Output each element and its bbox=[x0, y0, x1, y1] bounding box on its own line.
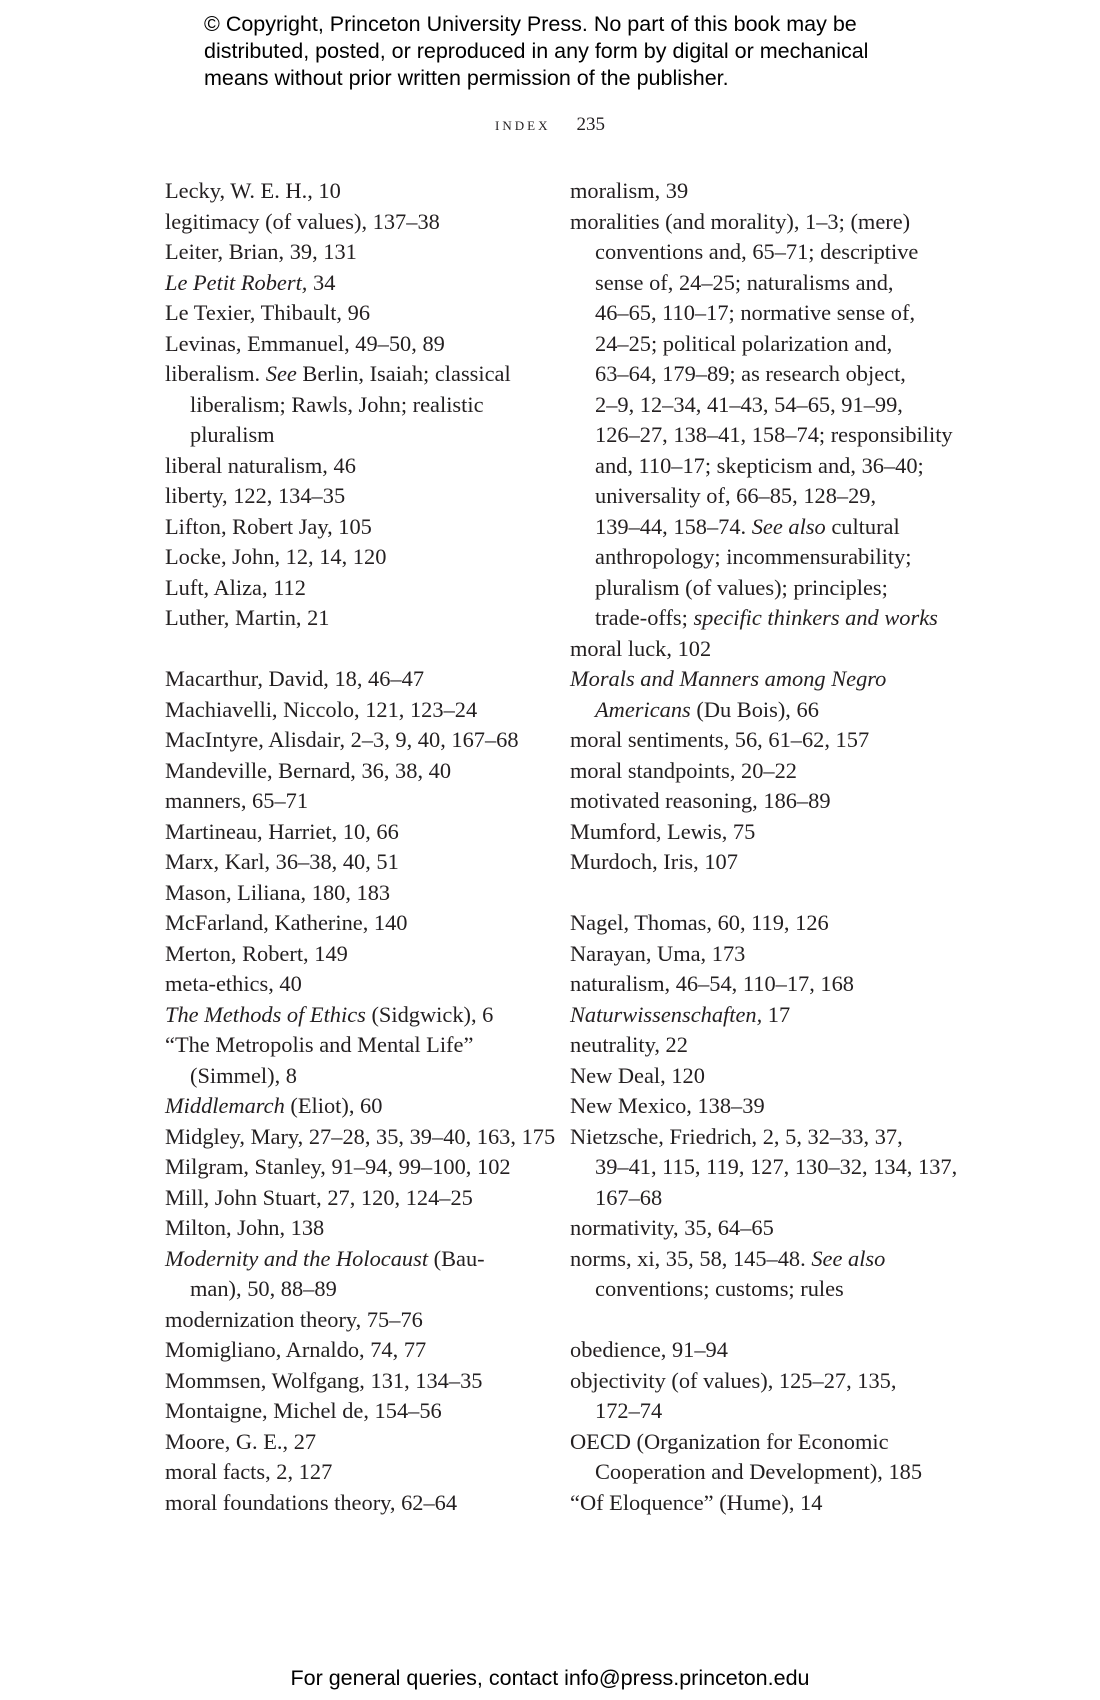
index-entry: liberty, 122, 134–35 bbox=[165, 483, 346, 508]
index-entry-continuation: 2–9, 12–34, 41–43, 54–65, 91–99, bbox=[595, 391, 903, 417]
index-entry: Mill, John Stuart, 27, 120, 124–25 bbox=[165, 1184, 473, 1210]
index-entry-continuation: 172–74 bbox=[595, 1398, 663, 1423]
running-head-label: index bbox=[495, 114, 551, 135]
index-entry: Levinas, Emmanuel, 49–50, 89 bbox=[165, 330, 445, 356]
index-entry: Macarthur, David, 18, 46–47 bbox=[165, 666, 425, 691]
index-entry: Naturwissenschaften, 17 bbox=[570, 1001, 791, 1027]
index-entry: Milton, John, 138 bbox=[165, 1215, 325, 1240]
copyright-line: means without prior written permission of the publisher. bbox=[204, 66, 729, 90]
index-entry-continuation: pluralism (of values); principles; bbox=[595, 574, 888, 600]
index-entry: moral foundations theory, 62–64 bbox=[165, 1489, 458, 1515]
index-entry: Leiter, Brian, 39, 131 bbox=[165, 239, 357, 264]
index-entry: moralism, 39 bbox=[570, 178, 689, 203]
page-number: 235 bbox=[576, 114, 605, 135]
index-entry: obedience, 91–94 bbox=[570, 1337, 728, 1362]
index-entry: OECD (Organization for Economic bbox=[570, 1428, 889, 1454]
index-entry: manners, 65–71 bbox=[165, 788, 309, 813]
index-entry: Martineau, Harriet, 10, 66 bbox=[165, 818, 399, 844]
index-entry: Machiavelli, Niccolo, 121, 123–24 bbox=[165, 696, 478, 722]
index-entry: McFarland, Katherine, 140 bbox=[165, 910, 408, 935]
index-entry: Modernity and the Holocaust (Bau- bbox=[165, 1245, 485, 1271]
index-entry: Nietzsche, Friedrich, 2, 5, 32–33, 37, bbox=[570, 1123, 903, 1149]
index-entry-continuation: liberalism; Rawls, John; realistic bbox=[190, 391, 484, 417]
index-entry: liberalism. See Berlin, Isaiah; classical bbox=[165, 361, 511, 386]
index-entry: neutrality, 22 bbox=[570, 1032, 688, 1057]
index-entry: Middlemarch (Eliot), 60 bbox=[165, 1093, 383, 1118]
index-entry: moral sentiments, 56, 61–62, 157 bbox=[570, 727, 870, 752]
index-entry: Luther, Martin, 21 bbox=[165, 605, 330, 630]
index-entry: Le Petit Robert, 34 bbox=[165, 269, 336, 295]
index-entry-continuation: and, 110–17; skepticism and, 36–40; bbox=[595, 452, 924, 478]
index-column-left bbox=[165, 176, 556, 1518]
index-entry: meta-ethics, 40 bbox=[165, 971, 302, 996]
index-entry-continuation: Cooperation and Development), 185 bbox=[595, 1459, 923, 1484]
index-entry: Morals and Manners among Negro bbox=[570, 666, 887, 691]
index-entry: Murdoch, Iris, 107 bbox=[570, 849, 738, 874]
index-entry: Marx, Karl, 36–38, 40, 51 bbox=[165, 849, 399, 874]
index-entry: motivated reasoning, 186–89 bbox=[570, 788, 831, 813]
letter-group-gap bbox=[570, 878, 950, 909]
index-entry-continuation: 139–44, 158–74. See also cultural bbox=[595, 513, 900, 539]
index-entry: liberal naturalism, 46 bbox=[165, 452, 356, 478]
index-entry: Milgram, Stanley, 91–94, 99–100, 102 bbox=[165, 1154, 511, 1179]
copyright-line: © Copyright, Princeton University Press. No part of this book may be bbox=[204, 12, 857, 36]
index-entry: Narayan, Uma, 173 bbox=[570, 940, 746, 966]
index-entry-continuation: 63–64, 179–89; as research object, bbox=[595, 361, 906, 386]
index-entry-continuation: (Simmel), 8 bbox=[190, 1062, 297, 1088]
index-entry: Merton, Robert, 149 bbox=[165, 940, 348, 966]
index-entry-continuation: 167–68 bbox=[595, 1184, 663, 1210]
index-entry-continuation: 39–41, 115, 119, 127, 130–32, 134, 137, bbox=[595, 1154, 958, 1179]
index-entry-continuation: man), 50, 88–89 bbox=[190, 1276, 337, 1301]
index-entry: normativity, 35, 64–65 bbox=[570, 1215, 774, 1240]
index-entry: Lecky, W. E. H., 10 bbox=[165, 178, 341, 203]
index-entry: Mumford, Lewis, 75 bbox=[570, 818, 756, 844]
index-entry-continuation: pluralism bbox=[190, 422, 275, 447]
index-entry-continuation: 24–25; political polarization and, bbox=[595, 330, 893, 356]
index-entry: “Of Eloquence” (Hume), 14 bbox=[570, 1489, 823, 1515]
index-entry: The Methods of Ethics (Sidgwick), 6 bbox=[165, 1001, 494, 1027]
letter-group-gap bbox=[570, 1305, 950, 1336]
index-entry: moral facts, 2, 127 bbox=[165, 1459, 333, 1484]
index-entry: Nagel, Thomas, 60, 119, 126 bbox=[570, 910, 829, 935]
index-entry: Mason, Liliana, 180, 183 bbox=[165, 879, 391, 905]
index-entry: Momigliano, Arnaldo, 74, 77 bbox=[165, 1337, 427, 1362]
index-entry: Mommsen, Wolfgang, 131, 134–35 bbox=[165, 1367, 483, 1393]
index-entry: legitimacy (of values), 137–38 bbox=[165, 208, 440, 234]
index-entry: Moore, G. E., 27 bbox=[165, 1428, 317, 1454]
index-entry-continuation: Americans (Du Bois), 66 bbox=[595, 696, 819, 722]
index-entry: Locke, John, 12, 14, 120 bbox=[165, 544, 387, 569]
index-entry: Lifton, Robert Jay, 105 bbox=[165, 513, 372, 539]
index-entry: “The Metropolis and Mental Life” bbox=[165, 1032, 474, 1057]
copyright-line: distributed, posted, or reproduced in any form by digital or mechanical bbox=[204, 39, 869, 63]
index-entry: New Deal, 120 bbox=[570, 1062, 705, 1088]
index-entry-continuation: conventions and, 65–71; descriptive bbox=[595, 239, 919, 264]
index-entry: moral luck, 102 bbox=[570, 635, 712, 661]
index-entry: Midgley, Mary, 27–28, 35, 39–40, 163, 175 bbox=[165, 1123, 556, 1149]
index-entry: moralities (and morality), 1–3; (mere) bbox=[570, 208, 911, 234]
index-column-right bbox=[570, 176, 958, 1518]
index-entry: moral standpoints, 20–22 bbox=[570, 757, 798, 783]
index-entry-continuation: anthropology; incommensurability; bbox=[595, 544, 912, 569]
index-entry: Luft, Aliza, 112 bbox=[165, 574, 306, 600]
index-entry-continuation: 46–65, 110–17; normative sense of, bbox=[595, 300, 916, 325]
index-entry: New Mexico, 138–39 bbox=[570, 1093, 765, 1118]
index-entry-continuation: trade-offs; specific thinkers and works bbox=[595, 605, 938, 630]
index-entry: Le Texier, Thibault, 96 bbox=[165, 300, 371, 325]
index-entry: Montaigne, Michel de, 154–56 bbox=[165, 1398, 442, 1423]
index-entry-continuation: conventions; customs; rules bbox=[595, 1276, 844, 1301]
index-entry: MacIntyre, Alisdair, 2–3, 9, 40, 167–68 bbox=[165, 727, 519, 752]
index-entry: objectivity (of values), 125–27, 135, bbox=[570, 1367, 897, 1393]
running-head bbox=[0, 110, 1100, 140]
index-entry-continuation: 126–27, 138–41, 158–74; responsibility bbox=[595, 422, 953, 447]
index-entry: modernization theory, 75–76 bbox=[165, 1306, 423, 1332]
index-entry-continuation: universality of, 66–85, 128–29, bbox=[595, 483, 877, 508]
index-entry: norms, xi, 35, 58, 145–48. See also bbox=[570, 1245, 886, 1271]
index-entry-continuation: sense of, 24–25; naturalisms and, bbox=[595, 269, 894, 295]
letter-group-gap bbox=[165, 634, 545, 665]
footer-contact: For general queries, contact info@press.princeton.edu bbox=[290, 1666, 810, 1690]
copyright-notice bbox=[204, 11, 964, 92]
index-entry: Mandeville, Bernard, 36, 38, 40 bbox=[165, 757, 452, 783]
index-entry: naturalism, 46–54, 110–17, 168 bbox=[570, 971, 855, 996]
